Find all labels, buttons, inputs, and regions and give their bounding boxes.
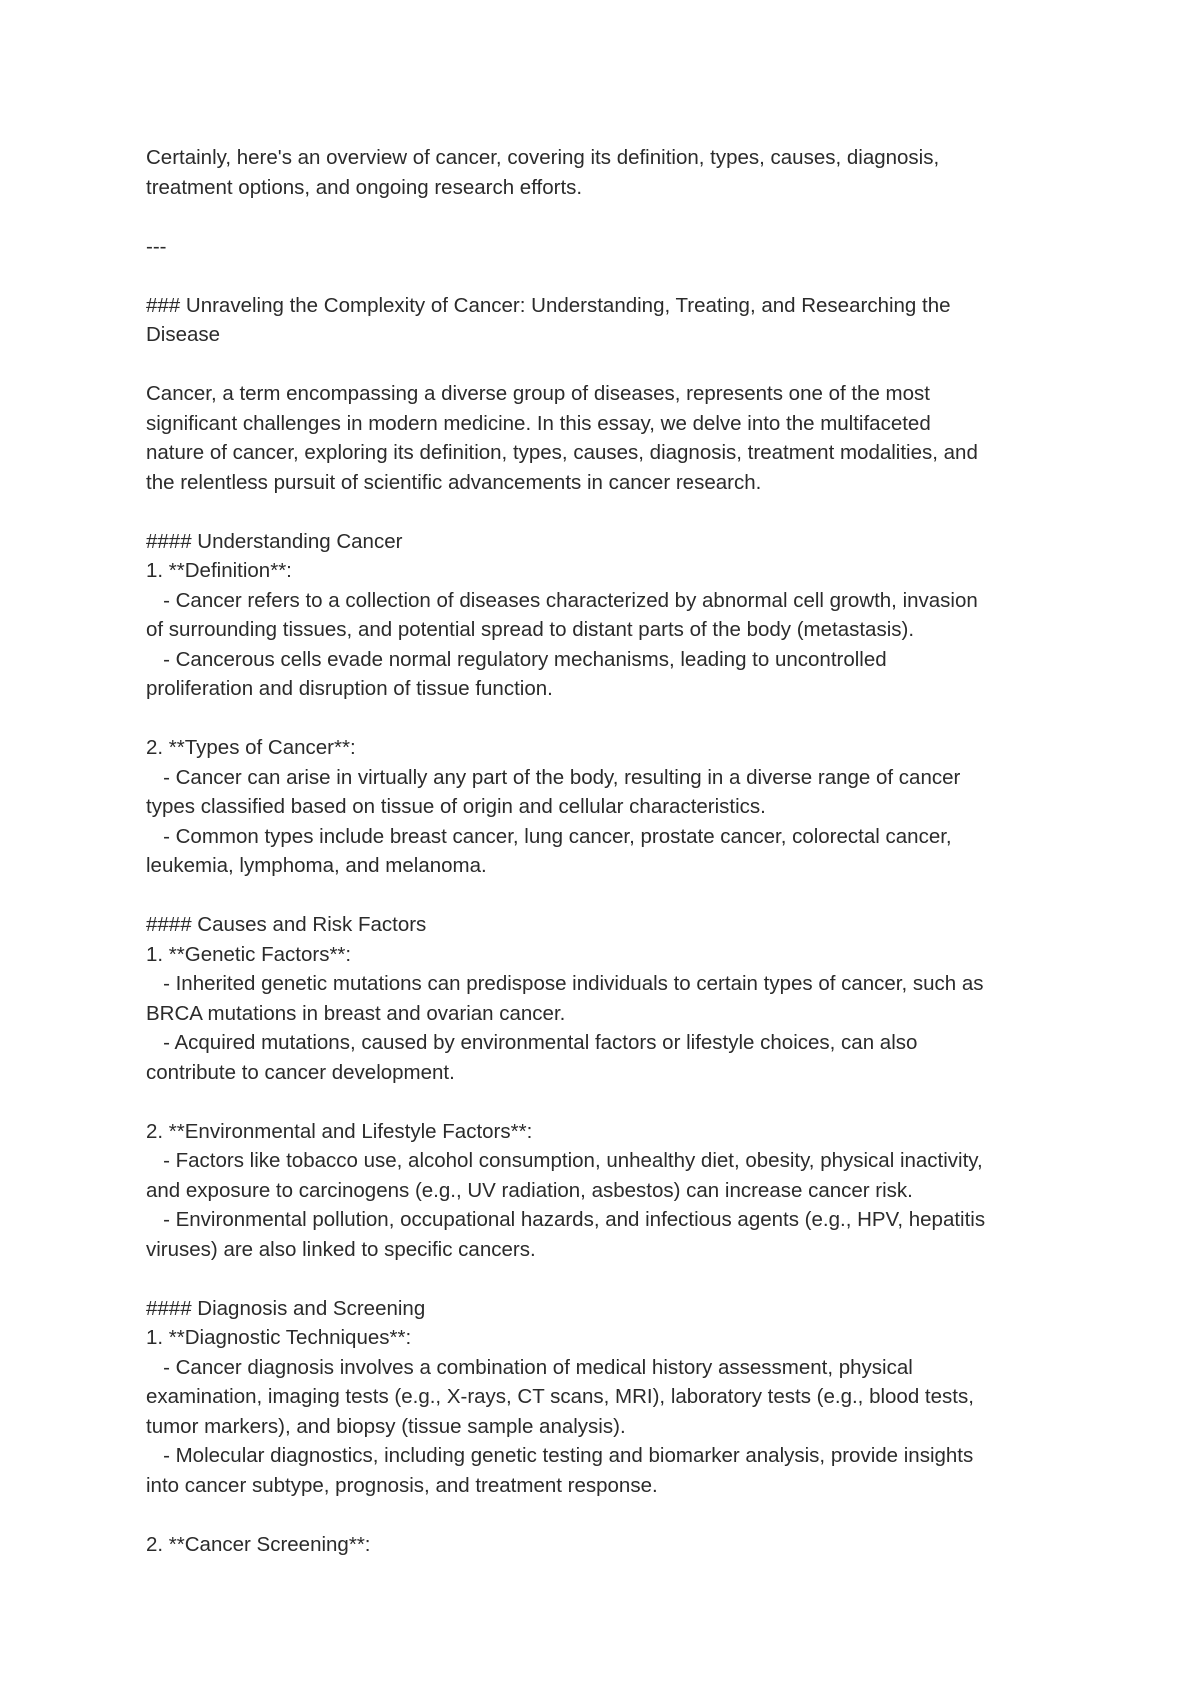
list-item-text: and exposure to carcinogens (e.g., UV radiation, asbestos) can increase cancer risk. — [146, 1178, 913, 1202]
list-item-text: - Environmental pollution, occupational hazards, and infectious agents (e.g., HPV, hepatitis — [146, 1208, 986, 1231]
section-heading: #### Understanding Cancer — [146, 529, 403, 553]
list-item-text: viruses) are also linked to specific cancers. — [146, 1237, 536, 1261]
document-page — [146, 143, 1066, 1559]
list-item-text: - Acquired mutations, caused by environmental factors or lifestyle choices, can also — [146, 1031, 918, 1054]
list-item-text: leukemia, lymphoma, and melanoma. — [146, 854, 487, 877]
list-item-title: 2. **Types of Cancer**: — [146, 736, 356, 759]
document-title: Disease — [146, 323, 221, 346]
section-heading: #### Diagnosis and Screening — [146, 1296, 426, 1320]
blank-line — [146, 1087, 1066, 1117]
list-item-title: 2. **Cancer Screening**: — [146, 1532, 371, 1556]
blank-line — [146, 881, 1066, 911]
intro-line: treatment options, and ongoing research efforts. — [146, 175, 583, 199]
overview-line: Cancer, a term encompassing a diverse group of diseases, represents one of the most — [146, 382, 930, 405]
list-item-text: types classified based on tissue of origin and cellular characteristics. — [146, 795, 766, 818]
list-item-text: - Factors like tobacco use, alcohol consumption, unhealthy diet, obesity, physical inactivity, — [146, 1149, 983, 1172]
blank-line — [146, 202, 1066, 232]
list-item-text: examination, imaging tests (e.g., X-rays, CT scans, MRI), laboratory tests (e.g., blood tests, — [146, 1385, 974, 1408]
document-title: ### Unraveling the Complexity of Cancer: Understanding, Treating, and Researching the — [146, 293, 951, 317]
blank-line — [146, 497, 1066, 527]
list-item-text: - Cancer diagnosis involves a combination of medical history assessment, physical — [146, 1355, 913, 1379]
list-item-title: 1. **Diagnostic Techniques**: — [146, 1326, 412, 1349]
section-heading: #### Causes and Risk Factors — [146, 913, 427, 936]
list-item-text: - Molecular diagnostics, including genetic testing and biomarker analysis, provide insights — [146, 1444, 974, 1467]
list-item-text: contribute to cancer development. — [146, 1060, 455, 1084]
blank-line — [146, 704, 1066, 734]
list-item-text: - Cancer refers to a collection of diseases characterized by abnormal cell growth, invasion — [146, 588, 978, 612]
overview-line: nature of cancer, exploring its definition, types, causes, diagnosis, treatment modalities, and — [146, 441, 978, 464]
intro-line: Certainly, here's an overview of cancer, covering its definition, types, causes, diagnosis, — [146, 146, 940, 169]
blank-line — [146, 1264, 1066, 1294]
blank-line — [146, 1500, 1066, 1530]
list-item-text: - Cancer can arise in virtually any part of the body, resulting in a diverse range of cancer — [146, 765, 961, 789]
list-item-text: into cancer subtype, prognosis, and treatment response. — [146, 1473, 658, 1497]
list-item-text: - Cancerous cells evade normal regulatory mechanisms, leading to uncontrolled — [146, 647, 887, 671]
separator: --- — [146, 234, 167, 258]
list-item-text: tumor markers), and biopsy (tissue sample analysis). — [146, 1414, 626, 1438]
blank-line — [146, 350, 1066, 380]
list-item-text: BRCA mutations in breast and ovarian cancer. — [146, 1001, 566, 1025]
list-item-text: - Inherited genetic mutations can predispose individuals to certain types of cancer, such as — [146, 972, 984, 995]
list-item-text: proliferation and disruption of tissue function. — [146, 677, 553, 700]
list-item-title: 1. **Definition**: — [146, 559, 292, 582]
list-item-title: 1. **Genetic Factors**: — [146, 942, 352, 966]
overview-line: the relentless pursuit of scientific advancements in cancer research. — [146, 470, 762, 494]
overview-line: significant challenges in modern medicine. In this essay, we delve into the multifaceted — [146, 411, 931, 435]
list-item-title: 2. **Environmental and Lifestyle Factors**: — [146, 1119, 533, 1143]
list-item-text: of surrounding tissues, and potential spread to distant parts of the body (metastasis). — [146, 618, 915, 641]
list-item-text: - Common types include breast cancer, lung cancer, prostate cancer, colorectal cancer, — [146, 824, 952, 848]
blank-line — [146, 261, 1066, 291]
